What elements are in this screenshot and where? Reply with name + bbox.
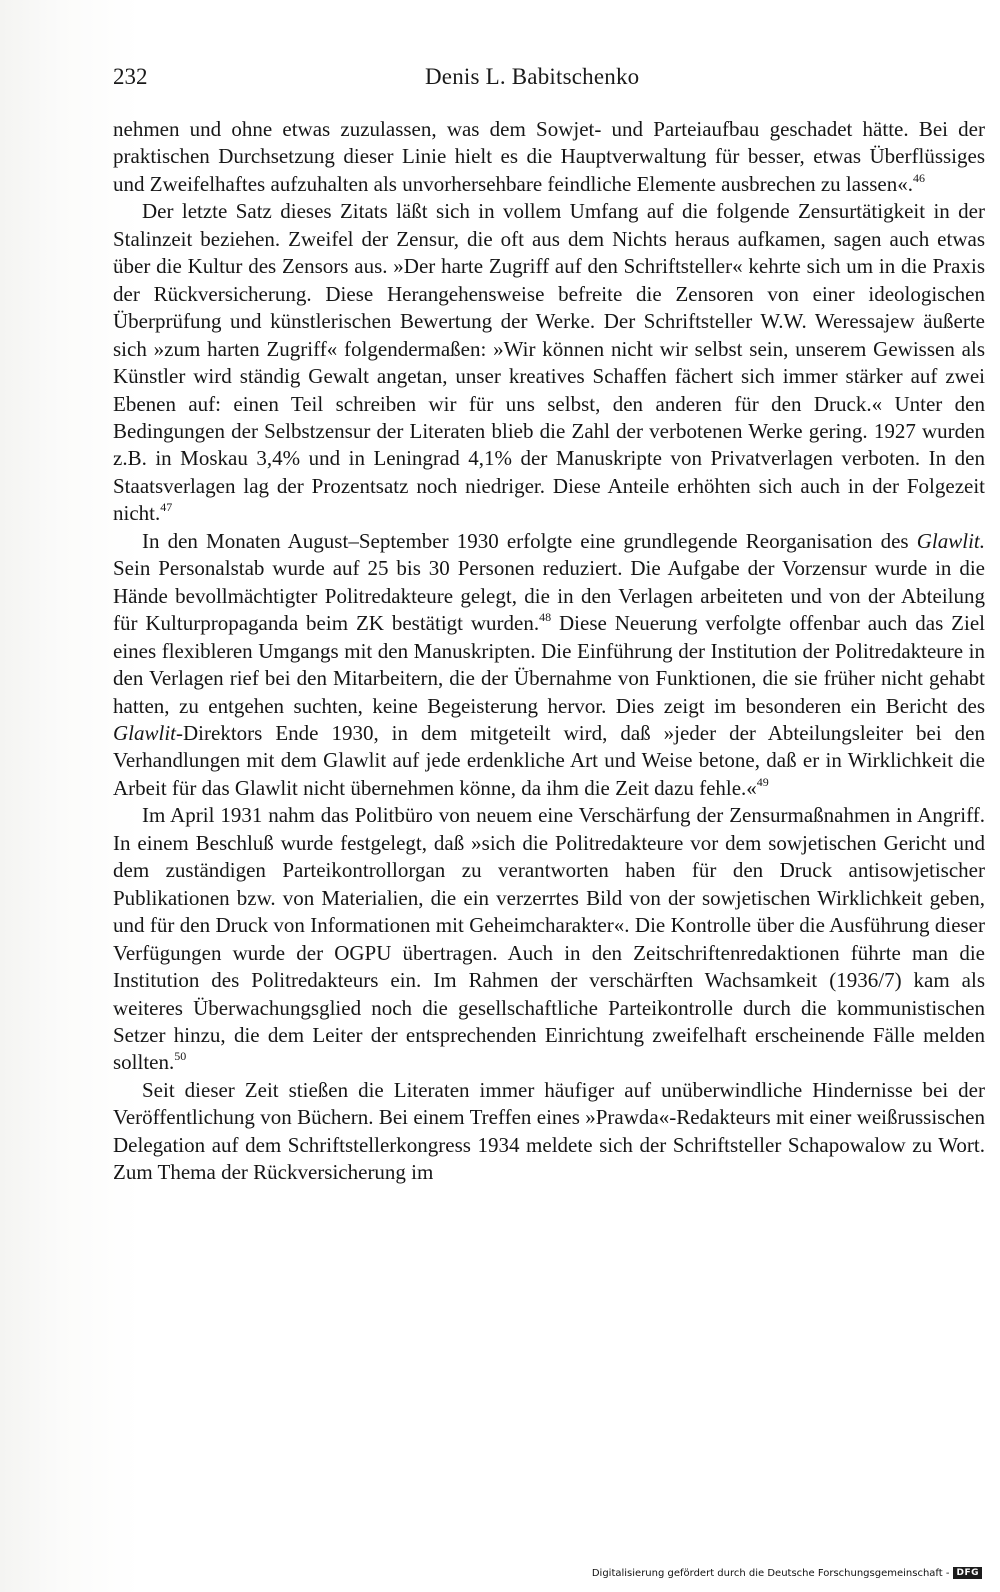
paragraph-3 [113,528,985,803]
running-head-author: Denis L. Babitschenko [425,64,640,89]
body-text [113,116,985,1187]
paragraph-text: Der letzte Satz dieses Zitats läßt sich in vollem Umfang auf die folgende Zensurtätigkeit in der Stalinzeit beziehen. Zweifel der Zensur, die oft aus dem Nichts heraus aufkamen, sagen auch etwas über die Kultur des Zensors aus. »Der harte Zugriff auf den Schriftsteller« kehrte sich um in die Praxis der Rückversicherung. Diese Herangehensweise befreite die Zensoren von einer ideologischen Überprüfung und künstlerischen Bewertung der Werke. Der Schriftsteller W.W. Weressajew äußerte sich »zum harten Zugriff« folgendermaßen: »Wir können nicht wir selbst sein, unserem Gewissen als Künstler wird ständig Gewalt angetan, unser kreatives Schaffen fächert sich immer stärker auf zwei Ebenen auf: einen Teil schreiben wir für uns selbst, den anderen für den Druck.« Unter den Bedingungen der Selbstzensur der Literaten blieb die Zahl der verbotenen Werke gering. 1927 wurden z.B. in Moskau 3,4% und in Leningrad 4,1% der Manuskripte von Privatverlagen verboten. In den Staatsverlagen lag der Prozentsatz noch niedriger. Diese Anteile erhöhten sich auch in der Folgezeit nicht. [113,199,985,526]
paragraph-5 [113,1077,985,1187]
paragraph-text: Seit dieser Zeit stießen die Literaten immer häufiger auf unüberwindliche Hindernisse bei der Veröffentlichung von Büchern. Bei einem Treffen eines »Prawda«-Redakteurs mit einer weißrussischen Delegation auf dem Schriftstellerkongress 1934 meldete sich der Schriftsteller Schapowalow zu Wort. Zum Thema der Rückversicherung im [113,1077,985,1185]
paragraph-1 [113,116,985,198]
page-number: 232 [113,64,148,89]
paragraph-text: Sein Personalstab wurde auf 25 bis 30 Personen reduziert. Die Aufgabe der Vorzensur wurde in die Hände bevollmächtigter Politredakteure gelegt, die in den Verlagen arbeiteten und von der Abteilung für Kulturpropaganda beim ZK bestätigt wurden. [113,556,985,636]
footnote-ref: 49 [756,774,769,789]
paragraph-text: In den Monaten August–September 1930 erfolgte eine grundlegende Reorganisation des [142,528,917,553]
paragraph-text: Diese Neuerung verfolgte offenbar auch das Ziel eines flexibleren Umgangs mit den Manuskripten. Die Einführung der Institution der Politredakteure in den Verlagen rief bei den Mitarbeitern, die der Übernahme von Funktionen, die sie früher nicht gehabt hatten, zu entgehen suchten, keine Begeisterung hervor. Dies zeigt im besonderen ein Bericht des [113,611,986,718]
footnote-ref: 50 [174,1049,187,1064]
digitization-credit [592,1564,982,1582]
paragraph-4 [113,802,985,1077]
footnote-ref: 47 [160,500,173,515]
italic-term: Glawlit- [113,720,184,745]
paragraph-2 [113,198,985,527]
credit-text: Digitalisierung gefördert durch die Deutsche Forschungsgemeinschaft - [591,1567,950,1579]
page-header [113,64,985,104]
italic-term: Glawlit. [916,528,985,553]
paragraph-text: Im April 1931 nahm das Politbüro von neuem eine Verschärfung der Zensurmaßnahmen in Angriff. In einem Beschluß wurde festgelegt, daß »sich die Politredakteure vor dem sowjetischen Gericht und dem zuständigen Parteikontrollorgan zu verantworten haben für den Druck antisowjetischer Publikationen bzw. von Materialien, die ein verzerrtes Bild von der sowjetischen Wirklichkeit geben, und für den Druck von Informationen mit Geheimcharakter«. Die Kontrolle über die Ausführung dieser Verfügungen wurde der OGPU übertragen. Auch in den Zeitschriftenredaktionen führte man die Institution des Politredakteurs ein. Im Rahmen der verschärften Wachsamkeit (1936/7) kam als weiteres Überwachungsglied noch die gesellschaftliche Parteikontrolle durch die kommunistischen Setzer hinzu, die dem Leiter der entsprechenden Einrichtung zweifelhaft erscheinende Fälle melden sollten. [113,803,985,1075]
footnote-ref: 46 [913,170,925,185]
paragraph-text: nehmen und ohne etwas zuzulassen, was dem Sowjet- und Parteiaufbau geschadet hätte. Bei der praktischen Durchsetzung dieser Linie hielt es die Hauptverwaltung für besser, etwas Überflüssiges und Zweifelhaftes aufzuhalten als unvorhersehbare feindliche Elemente ausbrechen zu lassen«. [113,117,985,196]
dfg-logo: DFG [953,1567,982,1579]
paragraph-text: Direktors Ende 1930, in dem mitgeteilt wird, daß »jeder der Abteilungsleiter bei den Verhandlungen mit dem Glawlit auf jede erdenkliche Art und Weise betone, daß er in Wirklichkeit die Arbeit für das Glawlit nicht übernehmen könne, da ihm die Zeit dazu fehle.« [113,720,985,800]
footnote-ref: 48 [539,610,552,625]
